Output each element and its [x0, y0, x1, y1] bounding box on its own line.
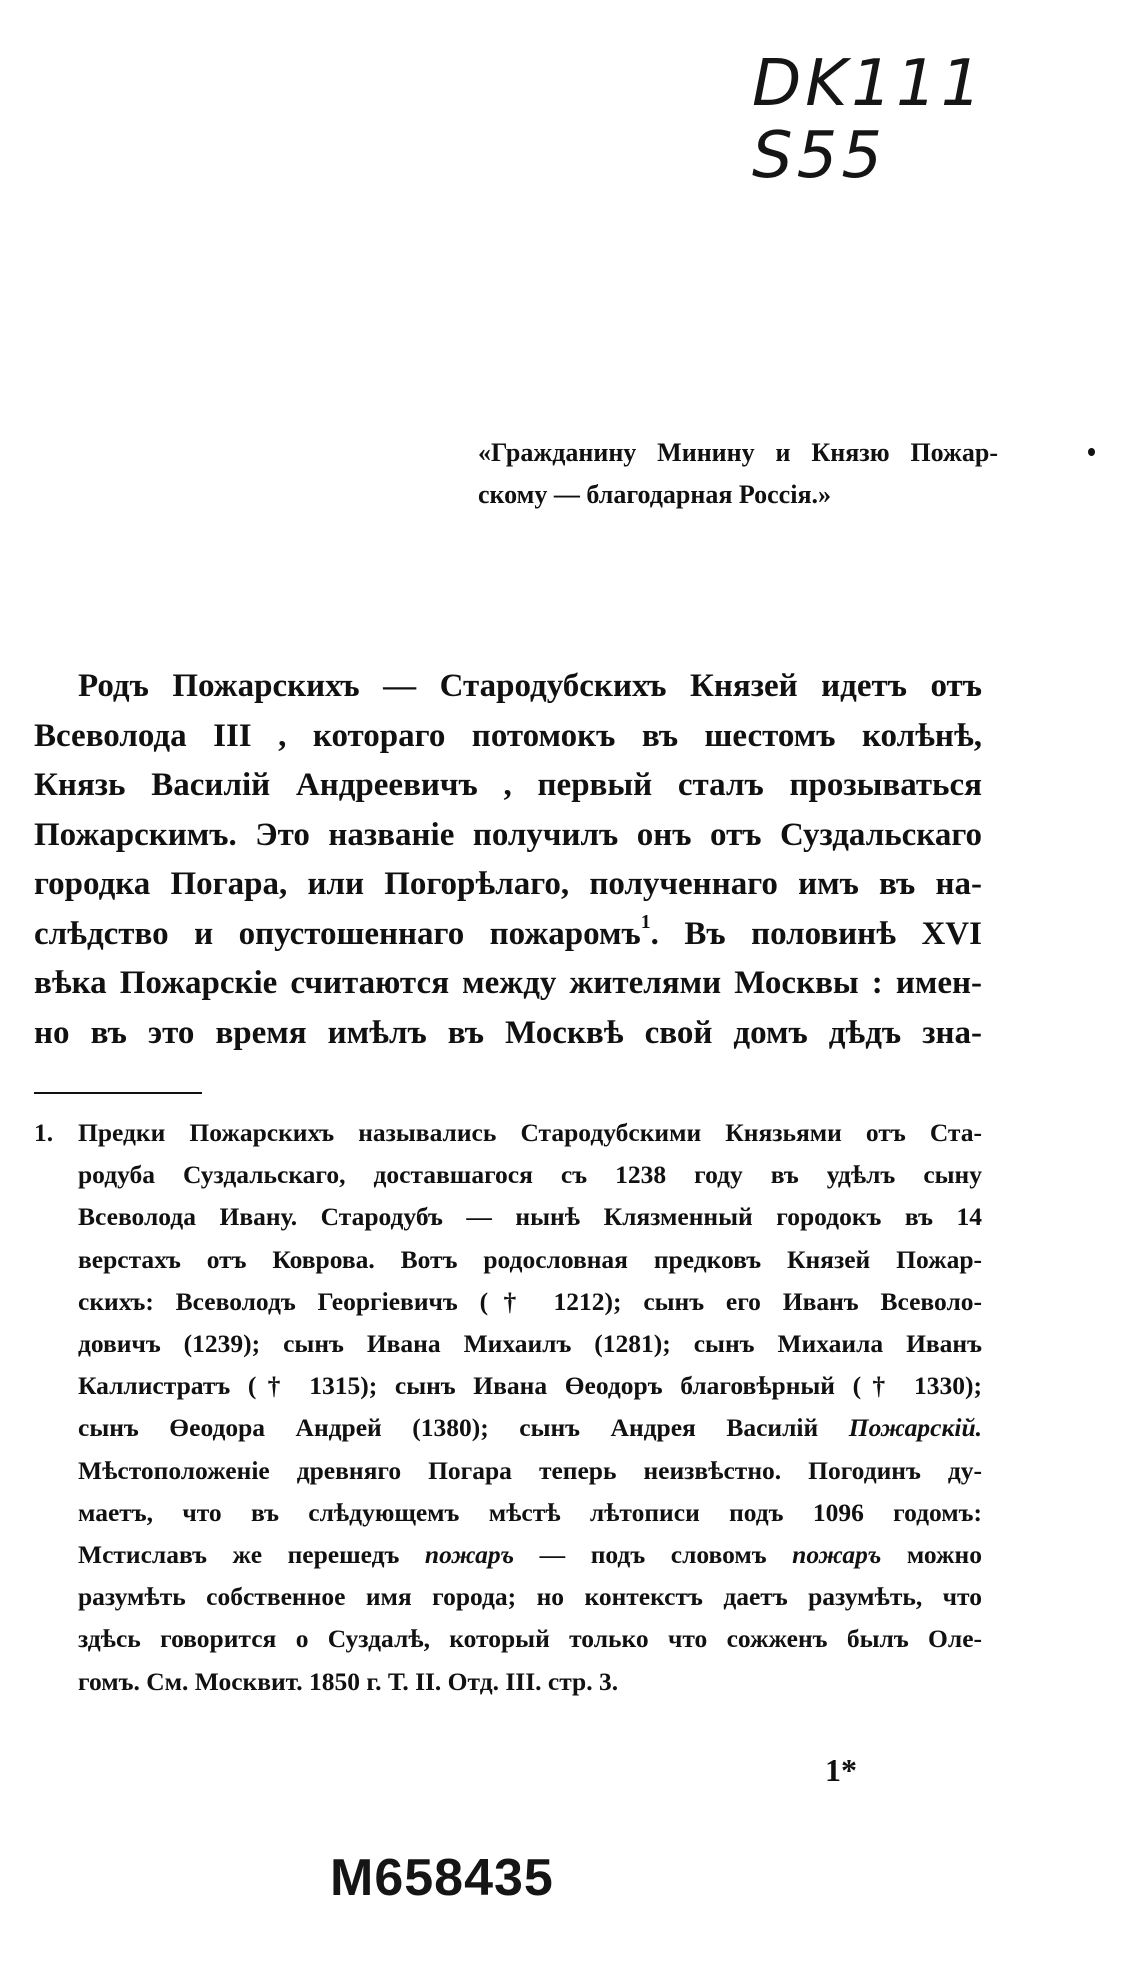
footnote-line-6: довичъ (1239); сынъ Ивана Михаилъ (1281); сынъ Михаила Иванъ — [78, 1329, 982, 1359]
library-stamp: M658435 — [330, 1849, 554, 1907]
footnote-line-11-italic-1: пожаръ — [424, 1540, 515, 1570]
footnote-line-4: верстахъ отъ Коврова. Вотъ родословная предковъ Князей Пожар- — [78, 1244, 982, 1274]
epigraph-line-2: скому — благодарная Россія.» — [478, 480, 832, 509]
stray-dot-mark — [1088, 448, 1095, 456]
footnote-line-10: маетъ, что въ слѣдующемъ мѣстѣ лѣтописи подъ 1096 годомъ: — [78, 1497, 982, 1527]
footnote-line-14: гомъ. См. Москвит. 1850 г. Т. II. Отд. III. стр. 3. — [78, 1666, 619, 1696]
footnote-line-8-text: сынъ Өеодора Андрей (1380); сынъ Андрея Василій — [78, 1413, 819, 1443]
body-line-3: Князь Василій Андреевичъ , первый сталъ прозываться — [34, 767, 982, 803]
epigraph — [478, 432, 998, 516]
footnote — [34, 1112, 982, 1703]
shelfmark-handwritten — [752, 47, 986, 193]
shelfmark-line-2: S55 — [752, 119, 887, 193]
footnote-line-12: разумѣть собственное имя города; но контекстъ даетъ разумѣть, что — [78, 1582, 982, 1612]
body-paragraph — [34, 662, 982, 1058]
body-line-2: Всеволода III , котораго потомокъ въ шестомъ колѣнѣ, — [34, 717, 982, 754]
epigraph-line-1: «Гражданину Минину и Князю Пожар- — [478, 438, 998, 467]
footnote-line-13: здѣсь говорится о Суздалѣ, который только что сожженъ былъ Оле- — [78, 1624, 982, 1654]
footnote-line-9: Мѣстоположеніе древняго Погара теперь неизвѣстно. Погодинъ ду- — [78, 1455, 982, 1485]
footnote-divider — [34, 1092, 202, 1094]
footnote-line-2: родуба Суздальскаго, доставшагося съ 1238 году въ удѣлъ сыну — [78, 1160, 982, 1190]
body-line-1: Родъ Пожарскихъ — Стародубскихъ Князей идетъ отъ — [78, 668, 982, 704]
body-line-6 — [34, 910, 982, 960]
footnote-line-11-tail: можно — [881, 1540, 982, 1570]
footnote-line-11-italic-2: пожаръ — [792, 1540, 882, 1570]
footnote-line-11-text: Мстиславъ же перешедъ — [78, 1540, 400, 1570]
footnote-line-11 — [34, 1534, 982, 1576]
body-line-6-text: слѣдство и опустошеннаго пожаромъ — [34, 915, 641, 952]
footnote-reference: 1 — [640, 910, 651, 933]
footnote-line-7: Каллистратъ († 1315); сынъ Ивана Өеодоръ благовѣрный († 1330); — [78, 1371, 982, 1401]
footnote-line-3: Всеволода Ивану. Стародубъ — нынѣ Клязменный городокъ въ 14 — [78, 1202, 982, 1232]
body-line-4: Пожарскимъ. Это названіе получилъ онъ отъ Суздальскаго — [34, 816, 982, 853]
footnote-line-11-mid: — подъ словомъ — [514, 1540, 793, 1570]
footnote-line-1: Предки Пожарскихъ назывались Стародубскими Князьями отъ Ста- — [78, 1118, 982, 1147]
body-line-5: городка Погара, или Погорѣлаго, полученнаго имъ въ на- — [34, 866, 982, 902]
signature-mark: 1* — [825, 1752, 857, 1788]
footnote-number: 1. — [34, 1118, 54, 1147]
body-line-8: но въ это время имѣлъ въ Москвѣ свой домъ дѣдъ зна- — [34, 1014, 982, 1051]
shelfmark-line-1: DK111 — [752, 47, 986, 121]
body-line-6-tail: . Въ половинѣ XVI — [650, 915, 982, 952]
body-line-7: вѣка Пожарскіе считаются между жителями Москвы : имен- — [34, 965, 982, 1001]
footnote-line-8-italic: Пожарскій. — [848, 1413, 983, 1443]
footnote-line-5: скихъ: Всеволодъ Георгіевичъ († 1212); сынъ его Иванъ Всеволо- — [78, 1286, 982, 1316]
footnote-line-8 — [34, 1407, 982, 1449]
